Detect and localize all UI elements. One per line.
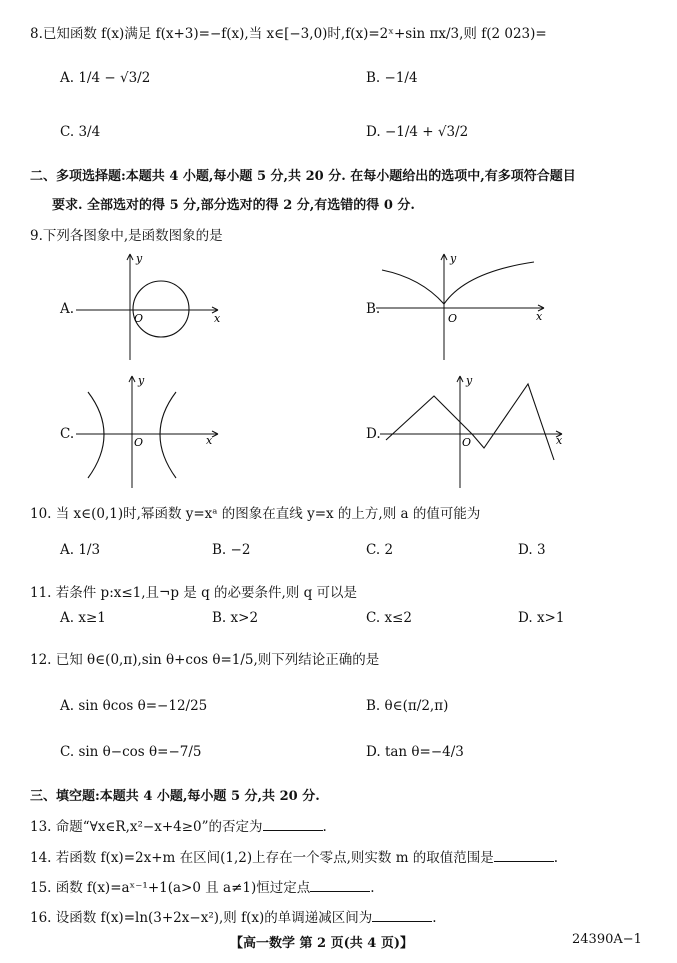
q13-answer-blank[interactable]: [263, 818, 323, 831]
q9d-axis-x: x: [556, 434, 563, 447]
footer-code: 24390A−1: [572, 932, 642, 947]
q8-option-c[interactable]: C. 3/4: [60, 124, 101, 140]
section2-line2: 要求. 全部选对的得 5 分,部分选对的得 2 分,有选错的得 0 分.: [52, 198, 415, 213]
q11-option-c[interactable]: C. x≤2: [366, 610, 412, 626]
q10-option-a[interactable]: A. 1/3: [60, 542, 101, 558]
q9b-origin: O: [448, 312, 458, 325]
q15-stem: 15. 函数 f(x)=aˣ⁻¹+1(a>0 且 a≠1)恒过定点 .: [30, 880, 375, 896]
q10-option-c[interactable]: C. 2: [366, 542, 394, 558]
q8-option-a[interactable]: A. 1/4 − √3/2: [60, 70, 151, 86]
q9b-axis-y: y: [450, 252, 457, 265]
q9-graph-d: [380, 372, 570, 492]
q12-option-c[interactable]: C. sin θ−cos θ=−7/5: [60, 744, 202, 760]
q8-option-d[interactable]: D. −1/4 + √3/2: [366, 124, 469, 140]
q10-option-b[interactable]: B. −2: [212, 542, 251, 558]
q16-stem: 16. 设函数 f(x)=ln(3+2x−x²),则 f(x)的单调递减区间为 .: [30, 910, 437, 926]
q9-option-a-label[interactable]: A.: [60, 301, 75, 317]
q9-graph-b: [376, 250, 551, 365]
q10-stem: 10. 当 x∈(0,1)时,幂函数 y=xᵃ 的图象在直线 y=x 的上方,则 a 的值可能为: [30, 506, 481, 522]
q11-stem: 11. 若条件 p:x≤1,且¬p 是 q 的必要条件,则 q 可以是: [30, 585, 358, 601]
q9c-origin: O: [134, 436, 144, 449]
q11-option-d[interactable]: D. x>1: [518, 610, 565, 626]
q8-option-b[interactable]: B. −1/4: [366, 70, 418, 86]
q12-stem: 12. 已知 θ∈(0,π),sin θ+cos θ=1/5,则下列结论正确的是: [30, 652, 380, 668]
section3-heading: 三、填空题:本题共 4 小题,每小题 5 分,共 20 分.: [30, 789, 320, 804]
q9-graph-a: [76, 250, 226, 365]
footer-page-info: 【高一数学 第 2 页(共 4 页)】: [230, 936, 414, 951]
q9c-axis-x: x: [206, 434, 213, 447]
q12-option-d[interactable]: D. tan θ=−4/3: [366, 744, 464, 760]
q9c-axis-y: y: [138, 374, 145, 387]
q9-graph-c: [76, 372, 226, 492]
q9a-axis-x: x: [214, 312, 221, 325]
q9-option-d-label[interactable]: D.: [366, 426, 381, 442]
q9b-axis-x: x: [536, 310, 543, 323]
q9a-axis-y: y: [136, 252, 143, 265]
q9a-origin: O: [134, 312, 144, 325]
q10-option-d[interactable]: D. 3: [518, 542, 546, 558]
q13-stem: 13. 命题“∀x∈R,x²−x+4≥0”的否定为 .: [30, 819, 327, 835]
q11-option-b[interactable]: B. x>2: [212, 610, 259, 626]
q14-answer-blank[interactable]: [494, 849, 554, 862]
q11-option-a[interactable]: A. x≥1: [60, 610, 106, 626]
q8-stem: 8.已知函数 f(x)满足 f(x+3)=−f(x),当 x∈[−3,0)时,f(x)=2ˣ+sin πx/3,则 f(2 023)=: [30, 26, 547, 42]
q9-option-b-label[interactable]: B.: [366, 301, 381, 317]
q14-stem: 14. 若函数 f(x)=2x+m 在区间(1,2)上存在一个零点,则实数 m 的取值范围是 .: [30, 850, 559, 866]
q16-answer-blank[interactable]: [372, 909, 432, 922]
section2-line1: 二、多项选择题:本题共 4 小题,每小题 5 分,共 20 分. 在每小题给出的选项中,有多项符合题目: [30, 169, 576, 184]
q9-option-c-label[interactable]: C.: [60, 426, 75, 442]
q9d-origin: O: [462, 436, 472, 449]
q12-option-a[interactable]: A. sin θcos θ=−12/25: [60, 698, 208, 714]
q12-option-b[interactable]: B. θ∈(π/2,π): [366, 698, 449, 714]
q9-stem: 9.下列各图象中,是函数图象的是: [30, 228, 223, 244]
q9d-axis-y: y: [466, 374, 473, 387]
q15-answer-blank[interactable]: [310, 879, 370, 892]
